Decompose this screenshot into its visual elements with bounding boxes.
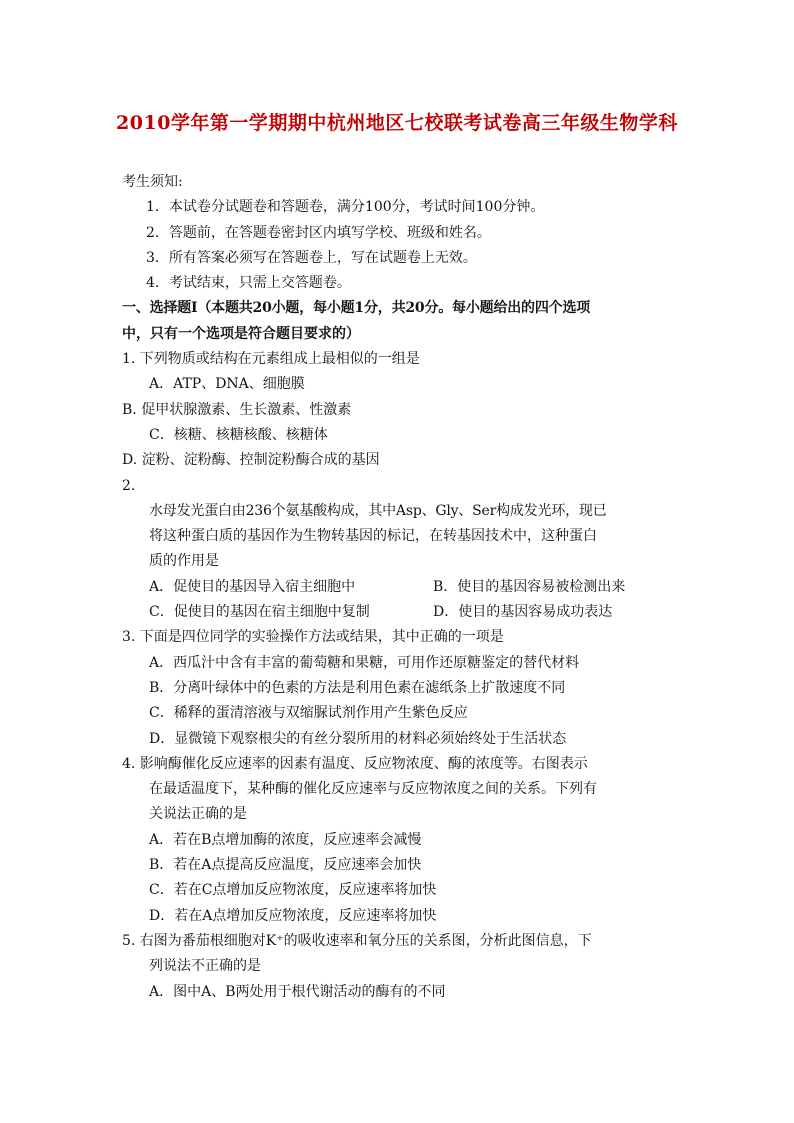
q2-options-row2 [122, 600, 667, 625]
notice-item-4: 4．考试结束，只需上交答题卷。 [146, 275, 351, 292]
exam-body [122, 170, 667, 1005]
q4-option-a: A．若在B点增加酶的浓度，反应速率会减慢 [149, 831, 422, 848]
q2-option-c: C．促使目的基因在宿主细胞中复制 [149, 604, 370, 621]
q3-option-a: A．西瓜汁中含有丰富的葡萄糖和果糖，可用作还原糖鉴定的替代材料 [149, 654, 580, 671]
q1-option-d: D. 淀粉、淀粉酶、控制淀粉酶合成的基因 [122, 452, 380, 469]
q2-option-d: D．使目的基因容易成功表达 [433, 604, 613, 621]
q2-stem-line1: 水母发光蛋白由236个氨基酸构成，其中Asp、Gly、Ser构成发光环，现已 [149, 502, 607, 519]
q5-stem-line2: 列说法不正确的是 [149, 958, 261, 975]
notice-item-2: 2．答题前，在答题卷密封区内填写学校、班级和姓名。 [146, 224, 491, 241]
q2-options-row1 [122, 575, 667, 600]
q2-number: 2. [122, 477, 136, 494]
q4-option-b: B．若在A点提高反应温度，反应速率会加快 [149, 857, 422, 874]
section-heading-line2: 中，只有一个选项是符合题目要求的） [122, 325, 360, 342]
q4-option-c: C．若在C点增加反应物浓度，反应速率将加快 [149, 882, 437, 899]
q5-stem-line1: 5. 右图为番茄根细胞对K⁺的吸收速率和氧分压的关系图，分析此图信息，下 [122, 932, 592, 949]
q2-stem-line2: 将这种蛋白质的基因作为生物转基因的标记，在转基因技术中，这种蛋白 [149, 528, 597, 545]
q1-option-b: B. 促甲状腺激素、生长激素、性激素 [122, 401, 352, 418]
q3-option-b: B．分离叶绿体中的色素的方法是利用色素在滤纸条上扩散速度不同 [149, 679, 566, 696]
q3-option-d: D．显微镜下观察根尖的有丝分裂所用的材料必须始终处于生活状态 [149, 730, 567, 747]
section-heading-line1: 一、选择题Ⅰ（本题共20小题，每小题1分，共20分。每小题给出的四个选项 [122, 300, 591, 317]
q1-option-a: A．ATP、DNA、细胞膜 [149, 376, 305, 393]
q4-option-d: D．若在A点增加反应物浓度，反应速率将加快 [149, 907, 437, 924]
notice-heading: 考生须知: [122, 174, 183, 190]
q2-option-a: A．促使目的基因导入宿主细胞中 [149, 578, 356, 595]
q3-stem: 3. 下面是四位同学的实验操作方法或结果，其中正确的一项是 [122, 629, 504, 646]
q2-stem-line3: 质的作用是 [149, 553, 219, 570]
q2-option-b: B．使目的基因容易被检测出来 [433, 578, 626, 595]
q4-stem-line3: 关说法正确的是 [149, 806, 247, 823]
q1-option-c: C．核糖、核糖核酸、核糖体 [149, 426, 328, 443]
q4-stem-line2: 在最适温度下，某种酶的催化反应速率与反应物浓度之间的关系。下列有 [149, 781, 597, 798]
page-title: 2010学年第一学期期中杭州地区七校联考试卷高三年级生物学科 [116, 112, 678, 134]
q5-option-a: A．图中A、B两处用于根代谢活动的酶有的不同 [149, 983, 446, 1000]
q1-stem: 1. 下列物质或结构在元素组成上最相似的一组是 [122, 351, 420, 368]
notice-item-1: 1．本试卷分试题卷和答题卷，满分100分，考试时间100分钟。 [146, 199, 545, 216]
q3-option-c: C．稀释的蛋清溶液与双缩脲试剂作用产生紫色反应 [149, 705, 468, 722]
q4-stem-line1: 4. 影响酶催化反应速率的因素有温度、反应物浓度、酶的浓度等。右图表示 [122, 755, 588, 772]
notice-item-3: 3．所有答案必须写在答题卷上，写在试题卷上无效。 [146, 249, 477, 266]
